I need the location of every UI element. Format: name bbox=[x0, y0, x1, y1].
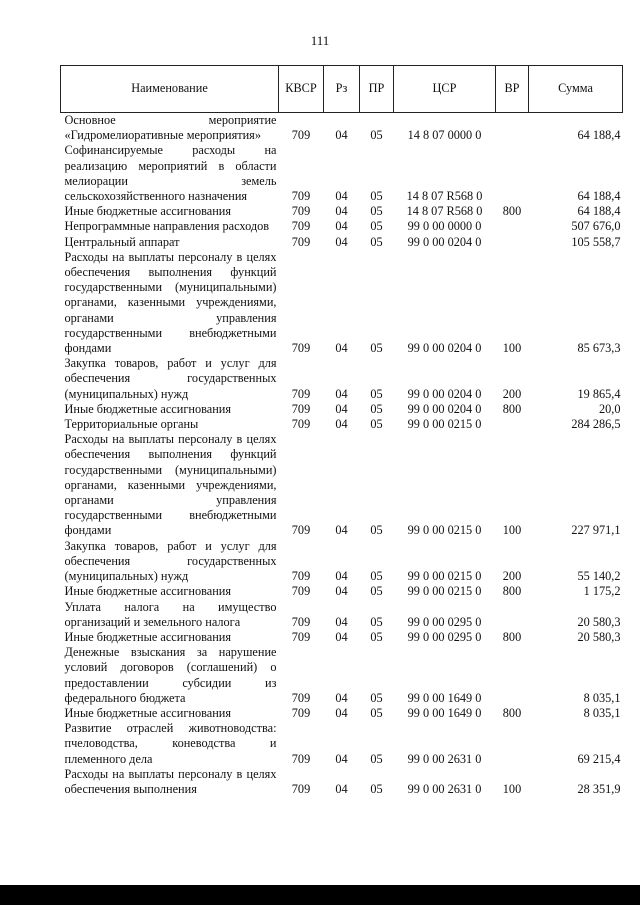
table-row bbox=[61, 584, 623, 599]
row-pr: 05 bbox=[370, 401, 383, 416]
header-sum: Сумма bbox=[529, 66, 623, 113]
row-rz: 04 bbox=[335, 690, 348, 705]
row-kvsr: 709 bbox=[291, 204, 311, 219]
row-name: Расходы на выплаты персоналу в целях обеспечения выполнения функций государственными (муниципальными) органами, казенными учреждениями, органами управления государственными внебюджетными фондами bbox=[64, 432, 277, 538]
row-sum: 20 580,3 bbox=[577, 629, 621, 644]
row-csr: 99 0 00 2631 0 bbox=[407, 781, 482, 796]
header-kvsr: КВСР bbox=[279, 66, 324, 113]
row-name: Непрограммные направления расходов bbox=[64, 219, 270, 234]
row-kvsr: 709 bbox=[291, 751, 311, 766]
row-name: Софинансируемые расходы на реализацию мероприятий в области мелиорации земель сельскохозяйственного назначения bbox=[64, 143, 277, 204]
row-vr bbox=[496, 219, 529, 234]
row-name: Уплата налога на имущество организаций и земельного налога bbox=[64, 599, 277, 629]
row-name: Развитие отраслей животноводства: пчеловодства, коневодства и племенного дела bbox=[64, 721, 277, 766]
row-name: Иные бюджетные ассигнования bbox=[64, 401, 232, 416]
table-row bbox=[61, 235, 623, 250]
row-sum: 64 188,4 bbox=[577, 189, 621, 204]
table-row bbox=[61, 539, 623, 585]
row-vr bbox=[496, 721, 529, 767]
row-csr: 99 0 00 0204 0 bbox=[407, 341, 482, 356]
row-csr: 99 0 00 0215 0 bbox=[407, 523, 482, 538]
row-csr: 99 0 00 0204 0 bbox=[407, 234, 482, 249]
row-kvsr: 709 bbox=[291, 569, 311, 584]
row-csr: 99 0 00 0000 0 bbox=[407, 219, 482, 234]
row-rz: 04 bbox=[335, 341, 348, 356]
row-csr: 14 8 07 R568 0 bbox=[406, 189, 483, 204]
row-vr: 800 bbox=[502, 584, 522, 599]
row-vr: 100 bbox=[502, 523, 522, 538]
row-name: Территориальные органы bbox=[64, 417, 199, 432]
row-pr: 05 bbox=[370, 128, 383, 143]
row-kvsr: 709 bbox=[291, 341, 311, 356]
row-name: Центральный аппарат bbox=[64, 234, 180, 249]
row-pr: 05 bbox=[370, 219, 383, 234]
row-rz: 04 bbox=[335, 189, 348, 204]
row-csr: 99 0 00 0204 0 bbox=[407, 401, 482, 416]
row-sum: 28 351,9 bbox=[577, 781, 621, 796]
row-rz: 04 bbox=[335, 705, 348, 720]
row-kvsr: 709 bbox=[291, 219, 311, 234]
row-name: Иные бюджетные ассигнования bbox=[64, 204, 232, 219]
row-pr: 05 bbox=[370, 584, 383, 599]
row-vr bbox=[496, 417, 529, 432]
row-kvsr: 709 bbox=[291, 417, 311, 432]
row-sum: 64 188,4 bbox=[577, 204, 621, 219]
row-csr: 99 0 00 2631 0 bbox=[407, 751, 482, 766]
table-header-row bbox=[61, 66, 623, 113]
row-name: Закупка товаров, работ и услуг для обеспечения государственных (муниципальных) нужд bbox=[64, 538, 277, 584]
row-name: Иные бюджетные ассигнования bbox=[64, 629, 232, 644]
row-vr: 200 bbox=[502, 569, 522, 584]
row-kvsr: 709 bbox=[291, 401, 311, 416]
row-rz: 04 bbox=[335, 204, 348, 219]
row-rz: 04 bbox=[335, 781, 348, 796]
page-number: 111 bbox=[310, 33, 330, 48]
table-row bbox=[61, 219, 623, 234]
table-body bbox=[61, 113, 623, 798]
row-pr: 05 bbox=[370, 629, 383, 644]
row-vr: 800 bbox=[502, 204, 522, 219]
row-kvsr: 709 bbox=[291, 781, 311, 796]
row-kvsr: 709 bbox=[291, 523, 311, 538]
row-vr bbox=[496, 143, 529, 204]
row-vr: 100 bbox=[502, 341, 522, 356]
row-rz: 04 bbox=[335, 219, 348, 234]
row-sum: 8 035,1 bbox=[583, 705, 621, 720]
row-sum: 8 035,1 bbox=[583, 690, 621, 705]
table-row bbox=[61, 113, 623, 144]
row-sum: 19 865,4 bbox=[577, 386, 621, 401]
table-row bbox=[61, 767, 623, 797]
row-name: Денежные взыскания за нарушение условий договоров (соглашений) о предоставлении субсидии из федерального бюджета bbox=[64, 645, 277, 705]
row-sum: 1 175,2 bbox=[583, 584, 621, 599]
header-rz: Рз bbox=[324, 66, 360, 113]
row-csr: 99 0 00 0295 0 bbox=[407, 614, 482, 629]
row-rz: 04 bbox=[335, 234, 348, 249]
row-sum: 55 140,2 bbox=[577, 569, 621, 584]
row-rz: 04 bbox=[335, 417, 348, 432]
row-pr: 05 bbox=[370, 781, 383, 796]
row-csr: 99 0 00 0204 0 bbox=[407, 386, 482, 401]
row-sum: 284 286,5 bbox=[571, 417, 621, 432]
row-csr: 14 8 07 R568 0 bbox=[406, 204, 483, 219]
table-row bbox=[61, 402, 623, 417]
row-rz: 04 bbox=[335, 386, 348, 401]
row-name: Расходы на выплаты персоналу в целях обеспечения выполнения функций государственными (муниципальными) органами, казенными учреждениями, органами управления государственными внебюджетными фондами bbox=[64, 249, 277, 356]
row-csr: 99 0 00 0215 0 bbox=[407, 584, 482, 599]
row-csr: 99 0 00 1649 0 bbox=[407, 690, 482, 705]
row-kvsr: 709 bbox=[291, 234, 311, 249]
row-pr: 05 bbox=[370, 690, 383, 705]
row-rz: 04 bbox=[335, 751, 348, 766]
row-name: Расходы на выплаты персоналу в целях обеспечения выполнения bbox=[64, 766, 277, 796]
table-row bbox=[61, 204, 623, 219]
table-row bbox=[61, 706, 623, 721]
row-vr bbox=[496, 113, 529, 144]
row-vr bbox=[496, 600, 529, 630]
row-csr: 99 0 00 1649 0 bbox=[407, 705, 482, 720]
row-pr: 05 bbox=[370, 341, 383, 356]
row-pr: 05 bbox=[370, 523, 383, 538]
row-kvsr: 709 bbox=[291, 690, 311, 705]
row-name: Иные бюджетные ассигнования bbox=[64, 705, 232, 720]
row-pr: 05 bbox=[370, 614, 383, 629]
row-pr: 05 bbox=[370, 234, 383, 249]
row-sum: 20,0 bbox=[598, 401, 621, 416]
row-vr: 200 bbox=[502, 386, 522, 401]
row-pr: 05 bbox=[370, 569, 383, 584]
budget-table bbox=[60, 65, 623, 797]
table-row bbox=[61, 432, 623, 538]
table-row bbox=[61, 645, 623, 706]
row-vr: 800 bbox=[502, 705, 522, 720]
row-kvsr: 709 bbox=[291, 629, 311, 644]
row-kvsr: 709 bbox=[291, 614, 311, 629]
row-csr: 99 0 00 0295 0 bbox=[407, 629, 482, 644]
table-row bbox=[61, 600, 623, 630]
table-row bbox=[61, 417, 623, 432]
scan-bottom-edge bbox=[0, 885, 640, 905]
row-pr: 05 bbox=[370, 417, 383, 432]
row-rz: 04 bbox=[335, 569, 348, 584]
row-vr bbox=[496, 645, 529, 706]
row-kvsr: 709 bbox=[291, 386, 311, 401]
row-vr: 800 bbox=[502, 401, 522, 416]
row-name: Закупка товаров, работ и услуг для обеспечения государственных (муниципальных) нужд bbox=[64, 356, 277, 401]
row-pr: 05 bbox=[370, 204, 383, 219]
row-rz: 04 bbox=[335, 401, 348, 416]
row-kvsr: 709 bbox=[291, 189, 311, 204]
header-name: Наименование bbox=[61, 66, 279, 113]
table-row bbox=[61, 721, 623, 767]
row-sum: 69 215,4 bbox=[577, 751, 621, 766]
row-rz: 04 bbox=[335, 584, 348, 599]
row-csr: 99 0 00 0215 0 bbox=[407, 417, 482, 432]
row-vr: 800 bbox=[502, 629, 522, 644]
row-rz: 04 bbox=[335, 614, 348, 629]
row-pr: 05 bbox=[370, 751, 383, 766]
row-rz: 04 bbox=[335, 128, 348, 143]
row-sum: 105 558,7 bbox=[571, 234, 621, 249]
table-row bbox=[61, 356, 623, 402]
row-csr: 99 0 00 0215 0 bbox=[407, 569, 482, 584]
table-row bbox=[61, 250, 623, 356]
row-sum: 227 971,1 bbox=[571, 523, 621, 538]
row-pr: 05 bbox=[370, 386, 383, 401]
row-name: Основное мероприятие «Гидромелиоративные мероприятия» bbox=[64, 113, 277, 143]
header-vr: ВР bbox=[496, 66, 529, 113]
row-kvsr: 709 bbox=[291, 584, 311, 599]
row-name: Иные бюджетные ассигнования bbox=[64, 584, 232, 599]
row-pr: 05 bbox=[370, 189, 383, 204]
row-rz: 04 bbox=[335, 629, 348, 644]
header-pr: ПР bbox=[360, 66, 394, 113]
row-sum: 85 673,3 bbox=[577, 341, 621, 356]
header-csr: ЦСР bbox=[394, 66, 496, 113]
row-rz: 04 bbox=[335, 523, 348, 538]
table-row bbox=[61, 143, 623, 204]
row-vr bbox=[496, 235, 529, 250]
row-sum: 507 676,0 bbox=[571, 219, 621, 234]
row-sum: 64 188,4 bbox=[577, 128, 621, 143]
table-row bbox=[61, 630, 623, 645]
row-kvsr: 709 bbox=[291, 705, 311, 720]
row-kvsr: 709 bbox=[291, 128, 311, 143]
row-pr: 05 bbox=[370, 705, 383, 720]
row-vr: 100 bbox=[502, 781, 522, 796]
row-sum: 20 580,3 bbox=[577, 614, 621, 629]
row-csr: 14 8 07 0000 0 bbox=[407, 128, 482, 143]
